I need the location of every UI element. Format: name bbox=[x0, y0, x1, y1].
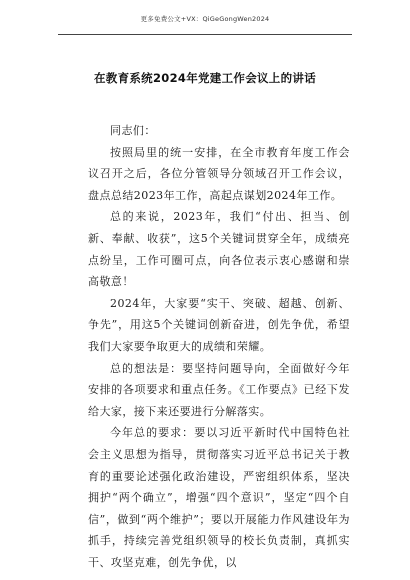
paragraph-5: 今年总的要求：要以习近平新时代中国特色社会主义思想为指导，贯彻落实习近平总书记关于教育的重要论述强化政治建设，严密组织体系，坚决拥护“两个确立”，增强“四个意识”，坚定“四个自信”，做到“两个维护”；要以开展能力作风建设年为抓手，持续完善党组织领导的校长负责制，真抓实干、攻坚克难，创先争优，以 bbox=[88, 426, 350, 569]
paragraph-2: 总的来说，2023年，我们“付出、担当、创新、奉献、收获”，这5个关键词贯穿全年，成绩亮点纷呈，工作可圈可点，向各位表示衷心感谢和崇高敬意！ bbox=[88, 210, 350, 289]
document-body bbox=[88, 120, 350, 573]
paragraph-1: 按照局里的统一安排，在全市教育年度工作会议召开之后，各位分管领导分领域召开工作会议，盘点总结2023年工作，高起点谋划2024年工作。 bbox=[88, 145, 350, 202]
document-title: 在教育系统2024年党建工作会议上的讲话 bbox=[93, 71, 316, 85]
salutation: 同志们： bbox=[110, 124, 156, 137]
paragraph-3: 2024年，大家要“实干、突破、超越、创新、争先”，用这5个关键词创新奋进，创先争优，希望我们大家要争取更大的成绩和荣耀。 bbox=[88, 296, 350, 353]
header-note: 更多免费公文+VX：QiGeGongWen2024 bbox=[140, 15, 270, 23]
paragraph-4: 总的想法是：要坚持问题导向，全面做好今年安排的各项要求和重点任务。《工作要点》已经下发给大家，接下来还要进行分解落实。 bbox=[88, 361, 350, 418]
header-divider bbox=[58, 34, 352, 35]
